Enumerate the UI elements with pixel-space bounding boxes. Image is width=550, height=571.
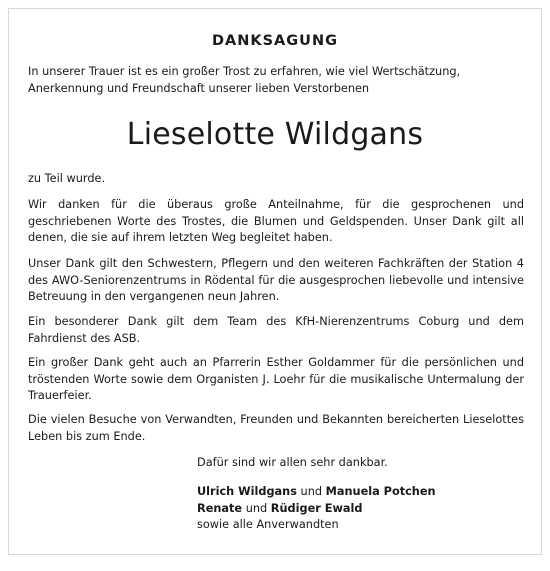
paragraph-1: Wir danken für die überaus große Anteilnahme, für die gesprochenen und geschriebenen Worte des Trostes, die Blumen und Geldspenden. Unser Dank gilt all denen, die sie auf ihrem letzten Weg begleitet haben. xyxy=(28,198,524,244)
signature-block xyxy=(197,484,436,534)
signer-renate: Renate xyxy=(197,501,243,515)
after-name-text: zu Teil wurde. xyxy=(28,172,106,185)
signature-line-3: sowie alle Anverwandten xyxy=(197,518,339,531)
signer-ruediger: Rüdiger Ewald xyxy=(270,501,363,515)
obituary-card xyxy=(8,8,542,555)
signer-manuela: Manuela Potchen xyxy=(325,485,436,498)
paragraph-5: Die vielen Besuche von Verwandten, Freunden und Bekannten bereicherten Lieselottes Leben bis zum Ende. xyxy=(28,413,524,443)
connector: und xyxy=(245,501,268,515)
paragraph-4: Ein großer Dank geht auch an Pfarrerin Esther Goldammer für die persönlichen und tröstenden Worte sowie dem Organisten J. Loehr für die musikalische Untermalung der Trauerfeier. xyxy=(28,356,524,402)
connector: und xyxy=(300,485,323,498)
closing-line: Dafür sind wir allen sehr dankbar. xyxy=(197,456,388,469)
deceased-name: Lieselotte Wildgans xyxy=(126,117,424,152)
paragraph-2: Unser Dank gilt den Schwestern, Pflegern und den weiteren Fachkräften der Station 4 des AWO-Seniorenzentrums in Rödental für die ausgesprochen liebevolle und intensive Betreuung in den vergangenen neun Jahren. xyxy=(28,257,524,303)
heading: DANKSAGUNG xyxy=(211,33,338,49)
signature-line-2 xyxy=(197,501,436,518)
signer-ulrich: Ulrich Wildgans xyxy=(197,485,297,498)
intro-text: In unserer Trauer ist es ein großer Trost zu erfahren, wie viel Wertschätzung, Anerkennung und Freundschaft unserer lieben Verstorbenen xyxy=(28,65,461,95)
paragraph-3: Ein besonderer Dank gilt dem Team des KfH-Nierenzentrums Coburg und dem Fahrdienst des ASB. xyxy=(28,315,524,345)
signature-line-1 xyxy=(197,484,436,501)
